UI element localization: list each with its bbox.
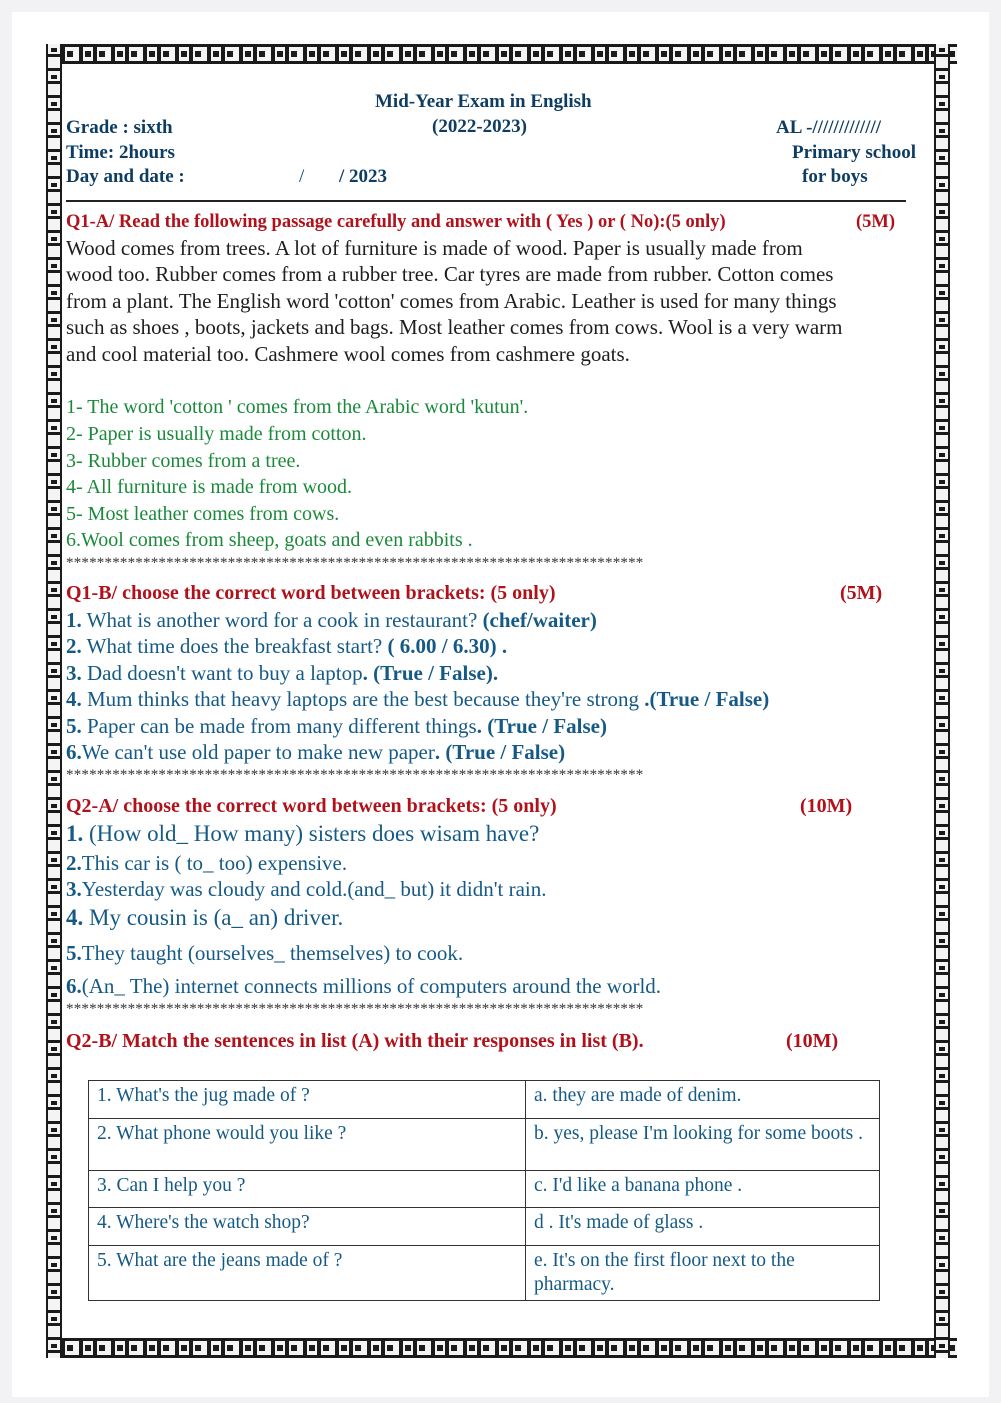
separator: *************************************************************************** bbox=[66, 1001, 644, 1017]
matching-table bbox=[88, 1080, 880, 1301]
statement: 6.Wool comes from sheep, goats and even rabbits . bbox=[66, 529, 473, 551]
q2a-item: 1. (How old_ How many) sisters does wisam have? bbox=[66, 821, 540, 846]
statement: 1- The word 'cotton ' comes from the Arabic word 'kutun'. bbox=[66, 396, 529, 418]
q1b-item: 6.We can't use old paper to make new paper. (True / False) bbox=[66, 740, 566, 764]
statement: 3- Rubber comes from a tree. bbox=[66, 450, 301, 472]
school-gender: for boys bbox=[802, 166, 868, 187]
separator: *************************************************************************** bbox=[66, 767, 644, 783]
statement: 4- All furniture is made from wood. bbox=[66, 476, 353, 498]
school-type: Primary school bbox=[792, 142, 917, 163]
school-name: AL -///////////// bbox=[776, 117, 882, 138]
passage-line: and cool material too. Cashmere wool comes from cashmere goats. bbox=[66, 342, 630, 366]
q1b-item: 2. What time does the breakfast start? ( 6.00 / 6.30) . bbox=[66, 634, 508, 658]
ornamental-border-top bbox=[47, 44, 957, 64]
table-row bbox=[89, 1081, 880, 1119]
q2a-item: 2.This car is ( to_ too) expensive. bbox=[66, 851, 348, 875]
ornamental-border-right bbox=[934, 44, 950, 1358]
table-row bbox=[89, 1119, 880, 1171]
list-b-cell: c. I'd like a banana phone . bbox=[526, 1171, 880, 1208]
statement: 2- Paper is usually made from cotton. bbox=[66, 423, 367, 445]
list-a-cell: 2. What phone would you like ? bbox=[89, 1119, 526, 1171]
header-divider bbox=[66, 200, 906, 202]
q2a-item: 4. My cousin is (a_ an) driver. bbox=[66, 905, 344, 930]
q1a-heading: Q1-A/ Read the following passage carefully and answer with ( Yes ) or ( No):(5 only) bbox=[66, 212, 726, 232]
q2a-heading: Q2-A/ choose the correct word between brackets: (5 only) bbox=[66, 795, 557, 817]
q1b-item: 3. Dad doesn't want to buy a laptop. (True / False). bbox=[66, 661, 499, 685]
list-a-cell: 4. Where's the watch shop? bbox=[89, 1208, 526, 1246]
grade-label: Grade : sixth bbox=[66, 117, 173, 138]
statement: 5- Most leather comes from cows. bbox=[66, 503, 340, 525]
q2b-marks: (10M) bbox=[786, 1030, 839, 1052]
q1b-item: 1. What is another word for a cook in restaurant? (chef/waiter) bbox=[66, 608, 597, 632]
passage-line: from a plant. The English word 'cotton' comes from Arabic. Leather is used for many things bbox=[66, 289, 837, 313]
exam-title: Mid-Year Exam in English bbox=[375, 91, 592, 112]
table-row bbox=[89, 1171, 880, 1208]
list-b-cell: d . It's made of glass . bbox=[526, 1208, 880, 1246]
list-b-cell: e. It's on the first floor next to the pharmacy. bbox=[526, 1246, 880, 1301]
day-date-label: Day and date : bbox=[66, 166, 185, 187]
passage-line: wood too. Rubber comes from a rubber tree. Car tyres are made from rubber. Cotton comes bbox=[66, 262, 834, 286]
date-year: / 2023 bbox=[339, 166, 388, 187]
separator: *************************************************************************** bbox=[66, 555, 644, 571]
q2a-item: 3.Yesterday was cloudy and cold.(and_ but) it didn't rain. bbox=[66, 877, 547, 901]
q1a-marks: (5M) bbox=[856, 212, 896, 232]
table-row bbox=[89, 1208, 880, 1246]
time-label: Time: 2hours bbox=[66, 142, 175, 163]
q2a-item: 5.They taught (ourselves_ themselves) to cook. bbox=[66, 941, 464, 965]
passage-line: such as shoes , boots, jackets and bags. Most leather comes from cows. Wool is a very warm bbox=[66, 315, 843, 339]
q2a-item: 6.(An_ The) internet connects millions of computers around the world. bbox=[66, 974, 662, 998]
list-b-cell: b. yes, please I'm looking for some boots . bbox=[526, 1119, 880, 1171]
table-row bbox=[89, 1246, 880, 1301]
exam-year: (2022-2023) bbox=[432, 116, 527, 137]
list-b-cell: a. they are made of denim. bbox=[526, 1081, 880, 1119]
ornamental-border-bottom bbox=[47, 1338, 957, 1358]
list-a-cell: 5. What are the jeans made of ? bbox=[89, 1246, 526, 1301]
q2b-heading: Q2-B/ Match the sentences in list (A) with their responses in list (B). bbox=[66, 1030, 644, 1052]
passage-line: Wood comes from trees. A lot of furniture is made of wood. Paper is usually made from bbox=[66, 236, 803, 260]
list-a-cell: 3. Can I help you ? bbox=[89, 1171, 526, 1208]
q1b-item: 5. Paper can be made from many different things. (True / False) bbox=[66, 714, 607, 738]
ornamental-border-left bbox=[46, 44, 62, 1358]
q1b-item: 4. Mum thinks that heavy laptops are the best because they're strong .(True / False) bbox=[66, 687, 770, 711]
q1b-marks: (5M) bbox=[840, 582, 883, 604]
list-a-cell: 1. What's the jug made of ? bbox=[89, 1081, 526, 1119]
q1b-heading: Q1-B/ choose the correct word between brackets: (5 only) bbox=[66, 582, 556, 604]
q2a-marks: (10M) bbox=[800, 795, 853, 817]
date-slash: / bbox=[299, 166, 305, 187]
